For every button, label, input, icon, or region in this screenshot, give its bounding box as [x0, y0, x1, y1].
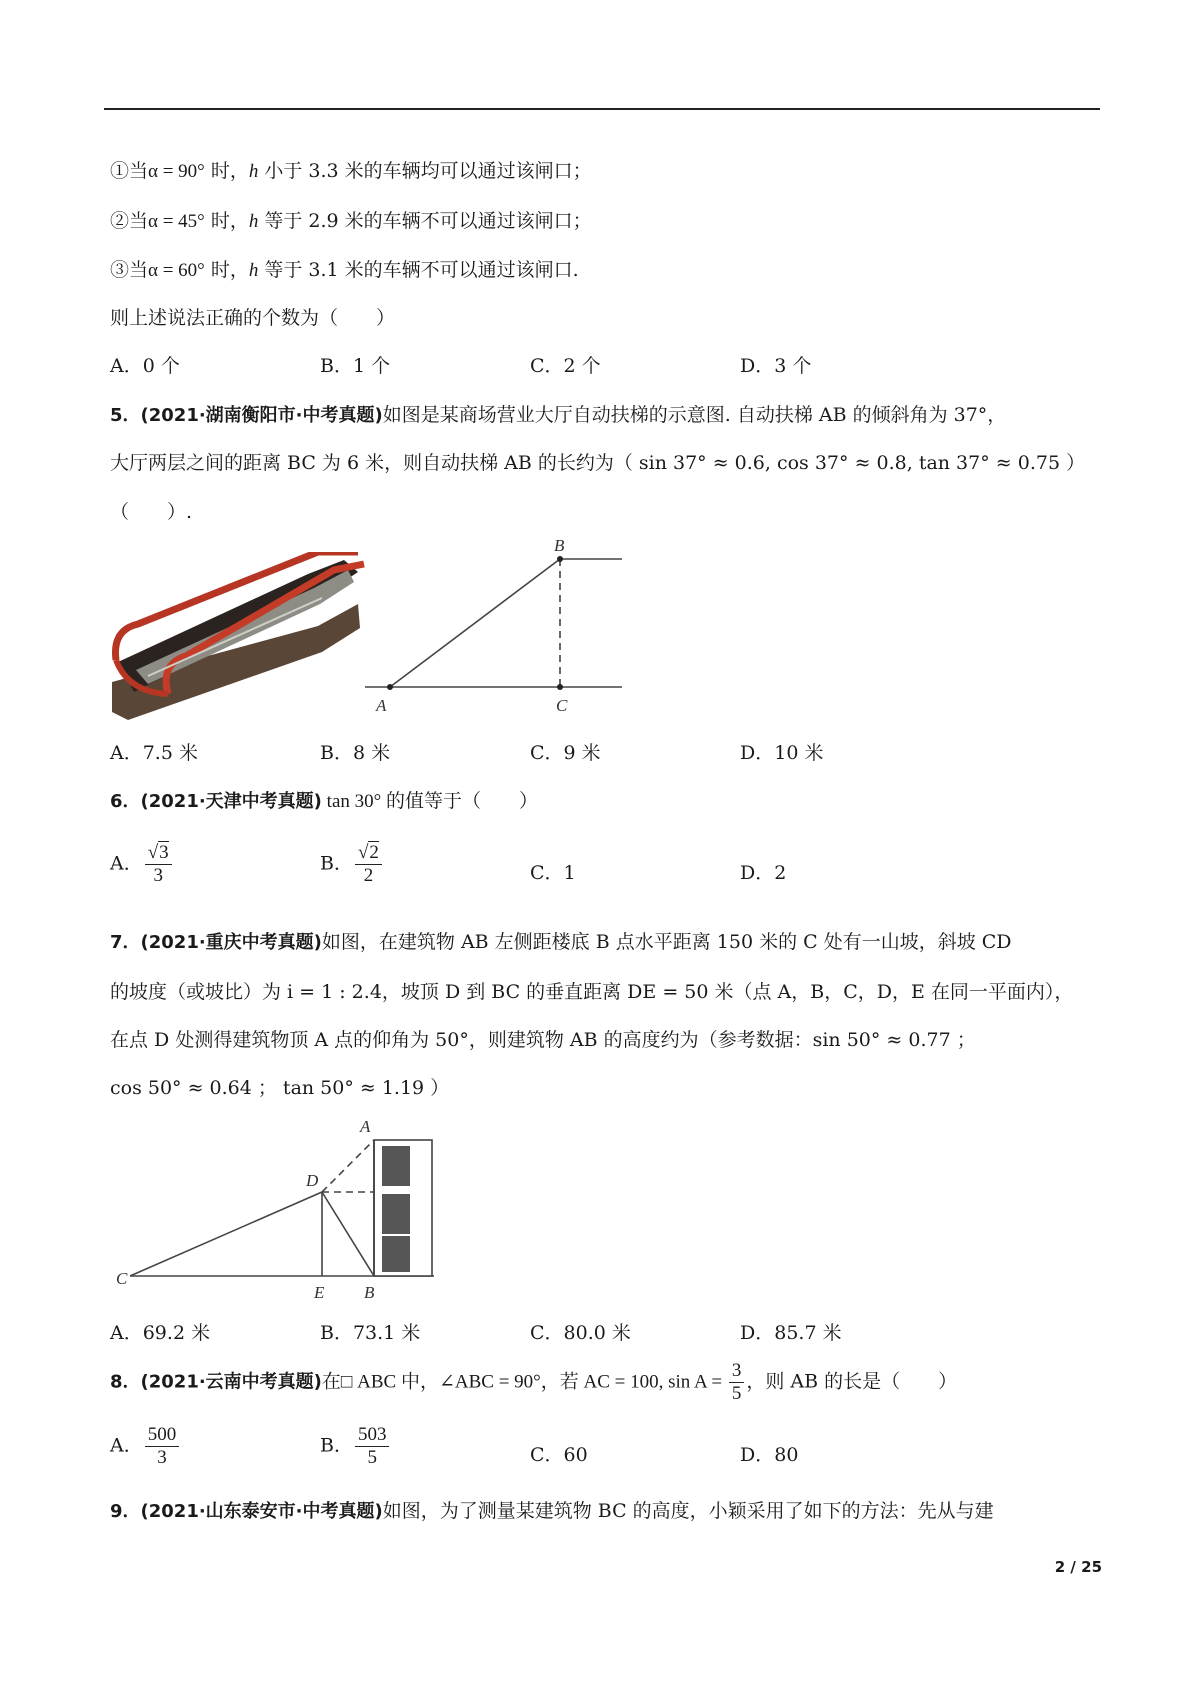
- q5-option-a[interactable]: A．7.5 米: [110, 742, 198, 764]
- label-b: B: [364, 1283, 375, 1302]
- q7-line-2: 的坡度（或坡比）为 i = 1 : 2.4，坡顶 D 到 BC 的垂直距离 DE = 50 米（点 A，B，C，D，E 在同一平面内），: [110, 981, 1074, 1003]
- q4-option-d[interactable]: D．3 个: [740, 355, 812, 377]
- q4-option-a[interactable]: A．0 个: [110, 355, 180, 377]
- building-slope-diagram: [108, 1112, 438, 1302]
- q5-option-d[interactable]: D．10 米: [740, 742, 824, 764]
- q7-line-3: 在点 D 处测得建筑物顶 A 点的仰角为 50°，则建筑物 AB 的高度约为（参考数据：sin 50° ≈ 0.77 ；: [110, 1029, 976, 1051]
- q5-line-2: 大厅两层之间的距离 BC 为 6 米，则自动扶梯 AB 的长约为（ sin 37° ≈ 0.6, cos 37° ≈ 0.8, tan 37° ≈ 0.75 ）: [110, 452, 1086, 474]
- q9-line: 9．(2021·山东泰安市·中考真题)如图，为了测量某建筑物 BC 的高度，小颖采用了如下的方法：先从与建: [110, 1500, 994, 1522]
- q8-option-d[interactable]: D．80: [740, 1444, 799, 1466]
- q7-line-1: 7．(2021·重庆中考真题)如图，在建筑物 AB 左侧距楼底 B 点水平距离 150 米的 C 处有一山坡，斜坡 CD: [110, 931, 1012, 953]
- q8-heading: 8．(2021·云南中考真题): [110, 1371, 322, 1393]
- q7-option-b[interactable]: B．73.1 米: [320, 1322, 421, 1344]
- q5-option-c[interactable]: C．9 米: [530, 742, 601, 764]
- q4-statement-1: ①当α = 90° 时，h 小于 3.3 米的车辆均可以通过该闸口；: [110, 160, 592, 182]
- q7-option-c[interactable]: C．80.0 米: [530, 1322, 631, 1344]
- q5-line-3: （ ）.: [110, 501, 193, 523]
- q7-line-4: cos 50° ≈ 0.64 ； tan 50° ≈ 1.19 ）: [110, 1077, 450, 1099]
- q6-option-d[interactable]: D．2: [740, 862, 787, 884]
- q5-line-1: 5．(2021·湖南衡阳市·中考真题)如图是某商场营业大厅自动扶梯的示意图. 自动扶梯 AB 的倾斜角为 37°，: [110, 404, 1007, 426]
- label-b: B: [554, 536, 565, 555]
- q4-statement-3: ③当α = 60° 时，h 等于 3.1 米的车辆不可以通过该闸口.: [110, 259, 579, 281]
- label-d: D: [306, 1171, 319, 1190]
- label-c: C: [116, 1269, 128, 1288]
- q6-line: 6．(2021·天津中考真题) tan 30° 的值等于（ ）: [110, 791, 538, 812]
- label-a: A: [360, 1117, 371, 1136]
- q5-heading: 5．(2021·湖南衡阳市·中考真题): [110, 405, 383, 426]
- q4-option-c[interactable]: C．2 个: [530, 355, 601, 377]
- q7-option-a[interactable]: A．69.2 米: [110, 1322, 211, 1344]
- q8-line: 8．(2021·云南中考真题)在□ ABC 中，∠ABC = 90°，若 AC = 100, sin A = $\frac{3}{5}$ ，则 AB 的长是（ ）: [110, 1360, 958, 1404]
- q7-heading: 7．(2021·重庆中考真题): [110, 932, 322, 953]
- q6-option-c[interactable]: C．1: [530, 862, 576, 884]
- q4-question: 则上述说法正确的个数为（ ）: [110, 307, 396, 329]
- q9-heading: 9．(2021·山东泰安市·中考真题): [110, 1501, 383, 1522]
- q6-heading: 6．(2021·天津中考真题): [110, 791, 322, 812]
- q4-option-b[interactable]: B．1 个: [320, 355, 391, 377]
- label-a: A: [376, 696, 387, 715]
- header-rule: [104, 108, 1100, 110]
- q6-option-b[interactable]: B． $\frac{√2}{2}$: [320, 842, 384, 887]
- q8-option-c[interactable]: C．60: [530, 1444, 588, 1466]
- q4-statement-2: ②当α = 45° 时，h 等于 2.9 米的车辆不可以通过该闸口；: [110, 210, 592, 232]
- label-e: E: [314, 1283, 325, 1302]
- page-number: 2 / 25: [1054, 1558, 1102, 1576]
- label-c: C: [556, 696, 568, 715]
- escalator-photo: [108, 552, 368, 722]
- q7-option-d[interactable]: D．85.7 米: [740, 1322, 842, 1344]
- q6-option-a[interactable]: A． $\frac{√3}{3}$: [110, 842, 174, 887]
- q8-option-a[interactable]: A． $\frac{500}{3}$: [110, 1424, 181, 1469]
- q8-option-b[interactable]: B． $\frac{503}{5}$: [320, 1424, 391, 1469]
- q5-option-b[interactable]: B．8 米: [320, 742, 391, 764]
- escalator-diagram: [360, 535, 640, 715]
